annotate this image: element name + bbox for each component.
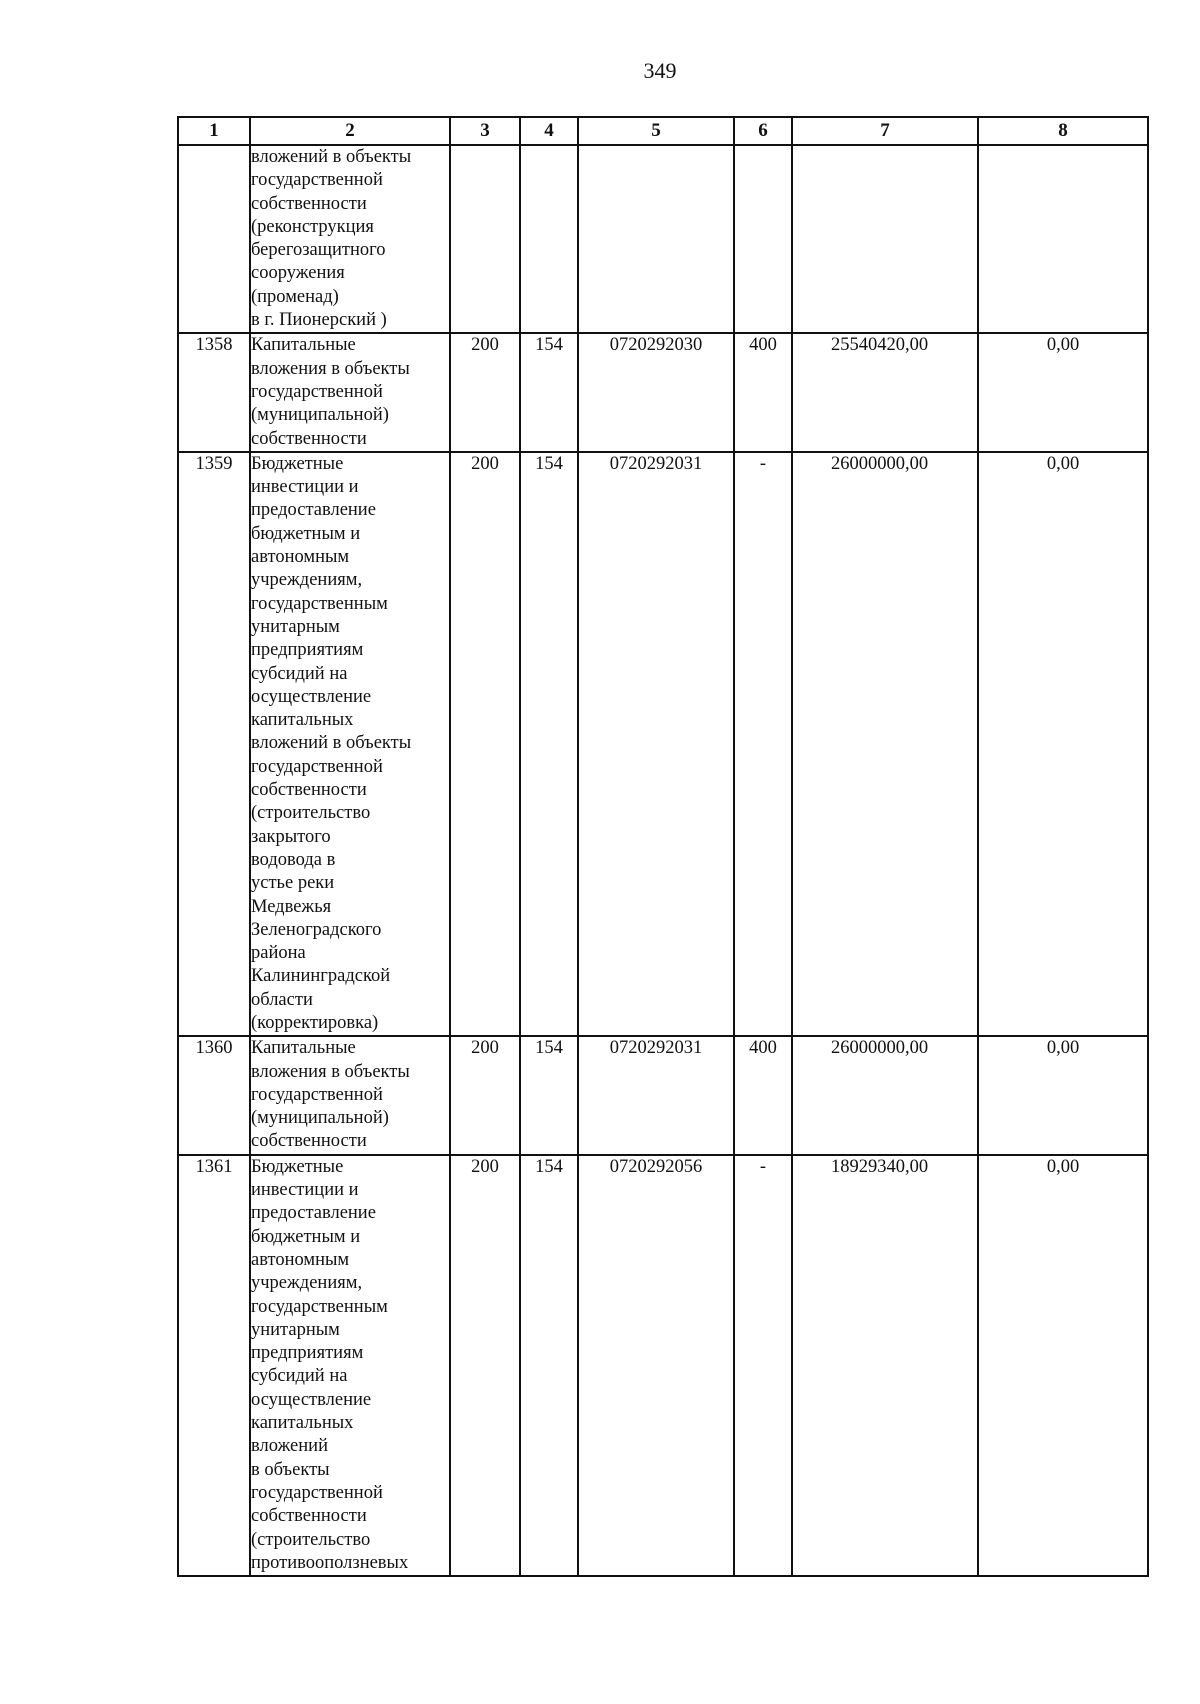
column-4-cell: 154	[520, 1155, 578, 1576]
description-line: собственности	[251, 193, 367, 214]
description-line: (променад)	[251, 286, 339, 307]
description-line: государственной	[251, 381, 383, 402]
description-line: Медвежья	[251, 896, 332, 917]
description-line: унитарным	[251, 1319, 340, 1340]
description-line: вложений	[251, 1436, 328, 1457]
description-line: вложений в объекты	[251, 733, 412, 754]
page-number: 349	[643, 58, 677, 83]
description-line: устье реки	[251, 873, 335, 894]
row-number-cell: 1358	[178, 333, 250, 451]
description-line: противооползневых	[251, 1552, 409, 1573]
description-line: в г. Пионерский )	[251, 310, 387, 331]
column-6-cell: 400	[734, 1036, 792, 1154]
description-line: (строительство	[251, 803, 371, 824]
column-8-amount-cell	[978, 145, 1148, 333]
description-line: государственной	[251, 170, 383, 191]
column-header: 1	[178, 117, 250, 145]
description-line: области	[251, 989, 313, 1010]
description-cell	[250, 145, 450, 333]
column-4-cell	[520, 145, 578, 333]
table-row	[178, 1036, 1148, 1154]
column-8-amount-cell: 0,00	[978, 1155, 1148, 1576]
column-6-cell: -	[734, 452, 792, 1036]
description-line: берегозащитного	[251, 240, 386, 261]
description-cell	[250, 333, 450, 451]
description-cell	[250, 1036, 450, 1154]
column-3-cell: 200	[450, 1155, 520, 1576]
row-number-cell: 1361	[178, 1155, 250, 1576]
table-row	[178, 333, 1148, 451]
description-line: собственности	[251, 780, 367, 801]
description-line: унитарным	[251, 616, 340, 637]
description-line: района	[251, 943, 306, 964]
description-line: (реконструкция	[251, 216, 374, 237]
column-4-cell: 154	[520, 333, 578, 451]
description-line: субсидий на	[251, 663, 348, 684]
description-line: сооружения	[251, 263, 345, 284]
description-line: предприятиям	[251, 1343, 364, 1364]
column-header: 4	[520, 117, 578, 145]
description-line: бюджетным и	[251, 523, 361, 544]
column-7-amount-cell: 26000000,00	[792, 452, 978, 1036]
description-line: предоставление	[251, 500, 376, 521]
description-line: государственным	[251, 1296, 388, 1317]
row-number-cell: 1360	[178, 1036, 250, 1154]
description-line: в объекты	[251, 1459, 330, 1480]
column-3-cell: 200	[450, 452, 520, 1036]
column-3-cell: 200	[450, 333, 520, 451]
description-line: закрытого	[251, 826, 331, 847]
description-line: субсидий на	[251, 1366, 348, 1387]
description-line: вложений в объекты	[251, 147, 412, 167]
budget-table	[177, 116, 1149, 1577]
description-cell	[250, 452, 450, 1036]
column-5-code-cell: 0720292031	[578, 452, 734, 1036]
description-line: вложения в объекты	[251, 1061, 410, 1082]
description-line: Бюджетные	[251, 453, 344, 474]
description-line: (корректировка)	[251, 1012, 379, 1033]
column-4-cell: 154	[520, 452, 578, 1036]
description-line: государственной	[251, 1084, 383, 1105]
description-line: Капитальные	[251, 1038, 356, 1059]
description-line: Калининградской	[251, 966, 391, 987]
column-7-amount-cell: 25540420,00	[792, 333, 978, 451]
description-line: Зеленоградского	[251, 919, 382, 940]
description-cell	[250, 1155, 450, 1576]
description-line: государственной	[251, 756, 383, 777]
description-line: автономным	[251, 547, 350, 568]
column-5-code-cell	[578, 145, 734, 333]
description-line: автономным	[251, 1249, 350, 1270]
description-line: капитальных	[251, 710, 354, 731]
column-header: 2	[250, 117, 450, 145]
column-header: 6	[734, 117, 792, 145]
description-line: учреждениям,	[251, 570, 363, 591]
row-number-cell	[178, 145, 250, 333]
table-row	[178, 145, 1148, 333]
description-line: собственности	[251, 428, 367, 449]
description-line: Бюджетные	[251, 1156, 344, 1177]
column-header: 8	[978, 117, 1148, 145]
table-row	[178, 1155, 1148, 1576]
column-3-cell	[450, 145, 520, 333]
column-5-code-cell: 0720292056	[578, 1155, 734, 1576]
description-line: инвестиции и	[251, 1180, 359, 1201]
description-line: водовода в	[251, 849, 336, 870]
description-line: (муниципальной)	[251, 405, 389, 426]
description-line: государственным	[251, 593, 388, 614]
column-4-cell: 154	[520, 1036, 578, 1154]
column-6-cell: 400	[734, 333, 792, 451]
column-5-code-cell: 0720292030	[578, 333, 734, 451]
table-row	[178, 452, 1148, 1036]
column-header: 3	[450, 117, 520, 145]
column-5-code-cell: 0720292031	[578, 1036, 734, 1154]
description-line: собственности	[251, 1506, 367, 1527]
column-header: 5	[578, 117, 734, 145]
column-7-amount-cell: 18929340,00	[792, 1155, 978, 1576]
description-line: инвестиции и	[251, 477, 359, 498]
column-8-amount-cell: 0,00	[978, 333, 1148, 451]
description-line: (муниципальной)	[251, 1108, 389, 1129]
description-line: осуществление	[251, 686, 372, 707]
column-header: 7	[792, 117, 978, 145]
description-line: капитальных	[251, 1413, 354, 1434]
description-line: собственности	[251, 1131, 367, 1152]
description-line: Капитальные	[251, 335, 356, 356]
column-7-amount-cell: 26000000,00	[792, 1036, 978, 1154]
column-6-cell: -	[734, 1155, 792, 1576]
description-line: учреждениям,	[251, 1273, 363, 1294]
column-8-amount-cell: 0,00	[978, 452, 1148, 1036]
description-line: предоставление	[251, 1203, 376, 1224]
description-line: (строительство	[251, 1529, 371, 1550]
description-line: бюджетным и	[251, 1226, 361, 1247]
description-line: осуществление	[251, 1389, 372, 1410]
description-line: предприятиям	[251, 640, 364, 661]
description-line: государственной	[251, 1482, 383, 1503]
column-8-amount-cell: 0,00	[978, 1036, 1148, 1154]
column-3-cell: 200	[450, 1036, 520, 1154]
table-header-row	[178, 117, 1148, 145]
column-7-amount-cell	[792, 145, 978, 333]
column-6-cell	[734, 145, 792, 333]
description-line: вложения в объекты	[251, 358, 410, 379]
row-number-cell: 1359	[178, 452, 250, 1036]
